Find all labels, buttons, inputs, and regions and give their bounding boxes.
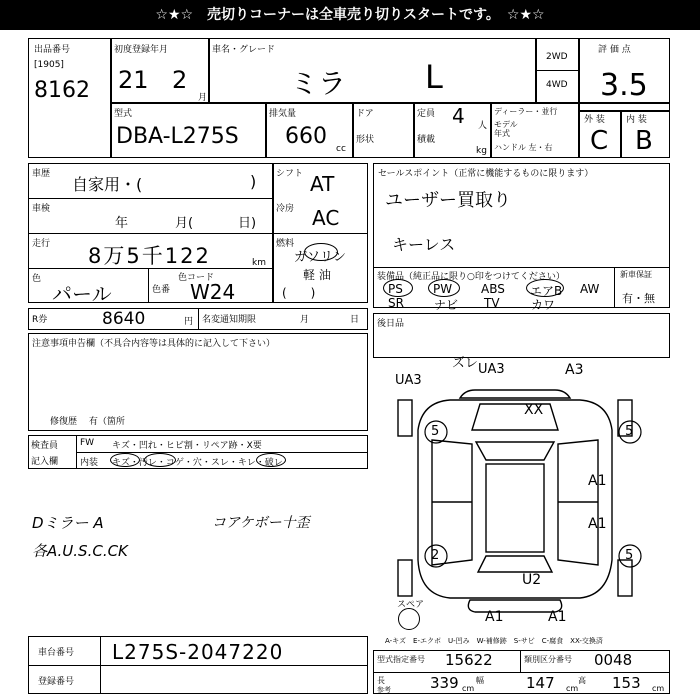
fuel-label: 燃料 xyxy=(276,239,295,249)
type-no-label: 型式指定番号 xyxy=(377,655,425,664)
checker-label-1: 検査員 xyxy=(31,441,59,451)
chassis-label: 車台番号 xyxy=(38,648,75,658)
load-unit: kg xyxy=(476,146,487,156)
mark-xx: XX xyxy=(524,402,544,418)
checker-int-items: キズ・汚レ・コゲ・穴・スレ・キレ・破レ xyxy=(112,458,283,468)
repair-label: 修復歴 有（箇所 xyxy=(50,417,125,427)
equip-ps: PS xyxy=(388,282,403,296)
interior-label: 内 装 xyxy=(626,115,647,125)
first-reg-unit: 月 xyxy=(198,93,208,103)
inspection-day: 日) xyxy=(238,216,257,231)
equip-navi: ナビ xyxy=(434,298,459,312)
notice-label: 名変通知期限 xyxy=(202,315,257,325)
exterior-grade: C xyxy=(590,126,609,156)
checker-label-2: 記入欄 xyxy=(31,457,59,467)
spare-label: スペア xyxy=(397,600,425,610)
hgt-unit: cm xyxy=(652,684,665,693)
circle-5-front-left: 5 xyxy=(431,424,440,439)
rating-label: 評 価 点 xyxy=(598,45,631,55)
recycle-value: 8640 xyxy=(102,309,146,329)
fuel-circle xyxy=(304,243,338,261)
hgt-label: 高 xyxy=(578,676,586,685)
note-line-1: Dミラー A xyxy=(32,514,104,532)
aircon-value: AC xyxy=(312,206,340,230)
fuel-value: ガソリン xyxy=(294,250,347,265)
dealer-label: ディーラー・並行 xyxy=(494,107,558,116)
color-label: 色 xyxy=(32,274,42,284)
equip-ps-circle xyxy=(383,279,413,297)
shape-label: 形状 xyxy=(356,135,375,145)
equip-airbag: エアB xyxy=(530,284,563,298)
type-no-value: 15622 xyxy=(445,651,493,669)
inspection-label: 車検 xyxy=(32,204,51,214)
displacement-unit: cc xyxy=(336,144,346,154)
color-no-label: 色番 xyxy=(152,285,171,295)
type-value: DBA-L275S xyxy=(116,124,239,149)
recycle-label: R券 xyxy=(32,315,48,325)
hgt-value: 153 xyxy=(612,674,641,692)
mileage-label: 走行 xyxy=(32,239,51,249)
notice-month: 月 xyxy=(300,315,310,325)
history-label: 車歴 xyxy=(32,169,51,179)
mark-a1-right-1: A1 xyxy=(588,473,607,489)
aircon-label: 冷房 xyxy=(276,204,295,214)
displacement-value: 660 xyxy=(285,124,327,149)
checker-circle-2 xyxy=(144,453,176,467)
sales-point-line1: ユーザー買取り xyxy=(385,190,511,211)
shift-value: AT xyxy=(310,172,335,196)
door-label: ドア xyxy=(356,109,374,119)
equip-kawa: カワ xyxy=(531,298,556,312)
mark-a1-rear-2: A1 xyxy=(548,609,567,625)
equip-abs: ABS xyxy=(481,282,505,296)
history-close: ) xyxy=(250,172,257,191)
shift-label: シフト xyxy=(276,169,304,179)
drive-4wd: 4WD xyxy=(546,80,568,90)
equip-pw-circle xyxy=(428,279,460,297)
handle-label: ハンドル 左・右 xyxy=(494,143,553,152)
after-box xyxy=(373,313,670,358)
checker-fw-items: キズ・凹れ・ヒビ割・リペア跡・X要 xyxy=(112,441,262,451)
mileage-unit: km xyxy=(252,258,266,268)
circle-5-rear-right: 5 xyxy=(625,548,634,563)
circle-2-rear-left: 2 xyxy=(431,548,440,563)
ref-label-1: 参考 xyxy=(377,686,391,694)
equipment-label: 装備品（純正品に限り○印をつけてください） xyxy=(377,272,565,282)
equip-airbag-circle xyxy=(526,279,564,297)
new-warranty-value: 有・無 xyxy=(622,292,655,305)
len-label: 長 xyxy=(377,676,385,685)
exterior-label: 外 装 xyxy=(584,115,605,125)
mark-ua3-front: UA3 xyxy=(478,362,505,377)
fuel-paren: ( ) xyxy=(282,286,316,300)
drive-2wd: 2WD xyxy=(546,52,568,62)
recycle-unit: 円 xyxy=(184,317,194,327)
inspection-month: 月( xyxy=(175,216,194,231)
interior-grade: B xyxy=(635,126,653,156)
displacement-label: 排気量 xyxy=(269,109,297,119)
notes-label: 注意事項申告欄（不具合内容等は具体的に記入して下さい） xyxy=(32,339,276,349)
len-unit: cm xyxy=(462,684,475,693)
history-value: 自家用・( xyxy=(72,175,143,194)
mark-zure: ズレ xyxy=(452,356,479,371)
type-label: 型式 xyxy=(114,109,133,119)
mark-a1-right-2: A1 xyxy=(588,516,607,532)
chassis-value: L275S-2047220 xyxy=(112,640,284,664)
capacity-label: 定員 xyxy=(417,109,436,119)
model-year-label: モデル 年式 xyxy=(494,120,518,138)
notice-day: 日 xyxy=(350,315,360,325)
note-line-2: 各A.U.S.C.CK xyxy=(32,542,128,560)
wid-unit: cm xyxy=(566,684,579,693)
damage-legend: A-キズ E-エクボ U-凹み W-補修跡 S-サビ C-腐食 XX-交換済 xyxy=(385,637,603,645)
spare-circle xyxy=(398,608,420,630)
mileage-value: 8万5千122 xyxy=(88,244,211,268)
model-label: 車名・グレード xyxy=(212,45,276,55)
banner: ☆★☆ 売切りコーナーは全車売り切りスタートです。 ☆★☆ xyxy=(0,0,700,30)
equip-aw: AW xyxy=(580,282,600,296)
equip-sr: SR xyxy=(388,296,404,310)
checker-circle-3 xyxy=(256,453,286,467)
class-no-value: 0048 xyxy=(594,651,633,669)
wid-label: 幅 xyxy=(476,676,484,685)
capacity-value: 4 xyxy=(452,104,465,128)
model-grade: L xyxy=(425,58,443,96)
note-line-3: コアケボー十歪 xyxy=(212,515,310,531)
rating-value: 3.5 xyxy=(600,68,648,103)
inspection-year: 年 xyxy=(115,216,129,231)
first-reg-month: 2 xyxy=(172,66,188,94)
first-reg-year: 21 xyxy=(118,66,149,94)
capacity-unit: 人 xyxy=(478,121,488,131)
equip-tv: TV xyxy=(484,296,500,310)
after-label: 後日品 xyxy=(377,319,405,329)
color-code-value: W24 xyxy=(190,280,236,304)
fuel-opt: 軽 油 xyxy=(303,268,331,282)
first-reg-label: 初度登録年月 xyxy=(114,45,169,55)
circle-5-front-right: 5 xyxy=(625,424,634,439)
model-name: ミラ xyxy=(290,67,347,100)
color-code-label: 色コード xyxy=(178,273,215,283)
checker-circle-1 xyxy=(110,453,140,467)
wid-value: 147 xyxy=(526,674,555,692)
sales-point-label: セールスポイント（正常に機能するものに限ります） xyxy=(378,169,594,179)
reg-number-label: 登録番号 xyxy=(38,677,75,687)
mark-ua3-left: UA3 xyxy=(395,373,422,388)
mark-u2: U2 xyxy=(522,572,542,588)
checker-fw: FW xyxy=(80,438,95,448)
load-label: 積載 xyxy=(417,135,436,145)
len-value: 339 xyxy=(430,674,459,692)
lot-label: 出品番号 xyxy=(34,45,71,55)
class-no-label: 類別区分番号 xyxy=(524,655,572,664)
checker-interior: 内装 xyxy=(80,458,99,468)
lot-sub: [1905] xyxy=(34,60,64,70)
lot-number: 8162 xyxy=(34,78,90,103)
color-value: パール xyxy=(52,282,112,306)
equip-pw: PW xyxy=(433,282,453,296)
new-warranty-label: 新車保証 xyxy=(620,270,652,279)
mark-a3: A3 xyxy=(565,362,584,378)
mark-a1-rear-1: A1 xyxy=(485,609,504,625)
sales-point-line2: キーレス xyxy=(392,235,456,254)
